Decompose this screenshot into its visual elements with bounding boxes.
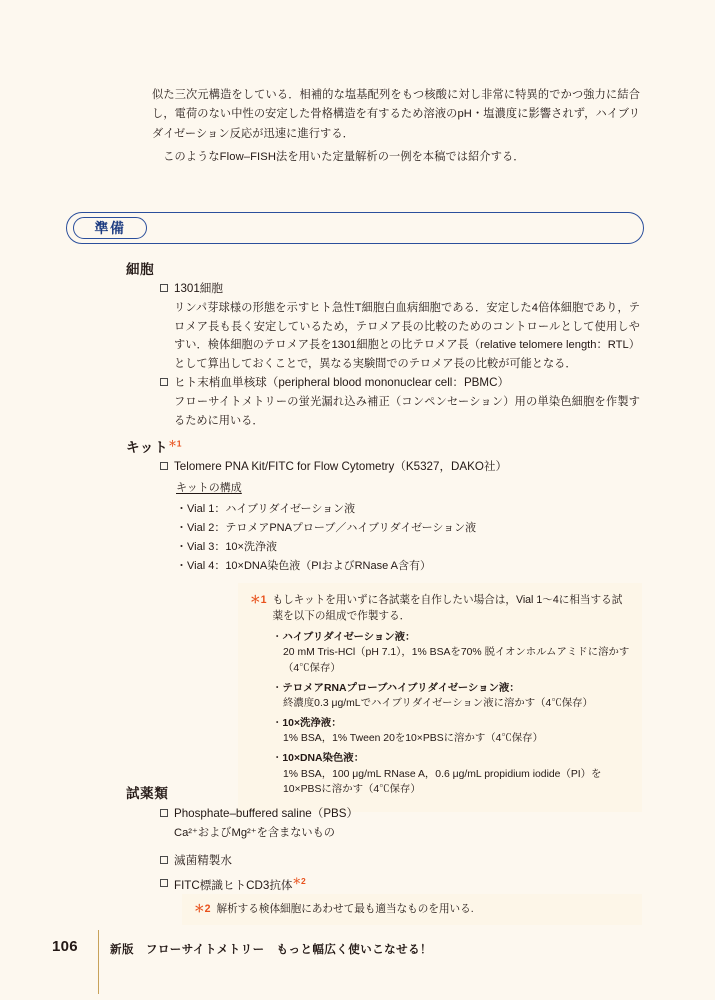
footnote-box-2 (182, 894, 642, 925)
item-label-text: FITC標識ヒトCD3抗体 (174, 878, 293, 892)
heading-reagents-label: 試薬類 (126, 786, 169, 801)
footnote-entry (272, 716, 630, 747)
checkbox-icon[interactable] (160, 284, 168, 292)
heading-reagents (126, 782, 169, 802)
section-banner-pill (73, 217, 147, 239)
footer-book-title: 新版 フローサイトメトリー もっと幅広く使いこなせる！ (110, 944, 432, 956)
heading-kit (126, 436, 182, 456)
footnote-entry-desc: 終濃度0.3 μg/mLでハイブリダイゼーション液に溶かす（4℃保存） (283, 698, 593, 710)
reagent-item-cd3 (160, 875, 640, 896)
intro-paragraph-2: このようなFlow–FISH法を用いた定量解析の一例を本稿では紹介する． (163, 150, 525, 163)
section-banner (66, 212, 644, 244)
checkbox-row[interactable] (160, 805, 640, 824)
reagent-item-pbs (160, 805, 640, 843)
checkbox-row[interactable] (160, 458, 640, 477)
footnote-entry (272, 751, 630, 798)
checkbox-row[interactable] (160, 280, 640, 299)
item-body: リンパ芽球様の形態を示すヒト急性T細胞白血病細胞である．安定した4倍体細胞であり，テロメア長も長く安定しているため，テロメア長の比較のためのコントロールとして使用しやすい．検体細胞のテロメア長を1301細胞との比テロメア長（relative telomere length：RTL）として算出しておくことで，異なる実験間でのテロメア長の比較が可能となる． (174, 301, 640, 371)
checkbox-icon[interactable] (160, 879, 168, 887)
heading-kit-footnote-mark: ＊1 (168, 438, 182, 449)
intro-paragraphs (152, 86, 640, 167)
footnote-entry-list (272, 630, 630, 798)
heading-kit-label: キット (126, 440, 169, 455)
vial-item: ・ Vial 1：ハイブリダイゼーション液 (176, 500, 640, 519)
reagent-item-water (160, 852, 640, 871)
footnote-entry-desc: 20 mM Tris-HCl（pH 7.1），1% BSAを70% 脱イオンホルムアミドに溶かす（4℃保存） (283, 647, 630, 675)
footnote-header (250, 592, 630, 625)
item-label (174, 875, 306, 896)
checkbox-row[interactable] (160, 852, 640, 871)
item-label: 1301細胞 (174, 282, 223, 295)
checkbox-icon[interactable] (160, 856, 168, 864)
footnote-text: もしキットを用いずに各試薬を自作したい場合は，Vial 1～4に相当する試薬を以下の組成で作製する． (272, 594, 623, 623)
item-body: Ca²⁺およびMg²⁺を含まないもの (174, 826, 335, 839)
checkbox-row[interactable] (160, 875, 640, 896)
page-number: 106 (52, 938, 78, 955)
cells-item-1301 (160, 280, 640, 374)
checkbox-row[interactable] (160, 374, 640, 393)
item-body: フローサイトメトリーの蛍光漏れ込み補正（コンペンセーション）用の単染色細胞を作製するために用いる． (174, 395, 640, 427)
kit-sub-label: キットの構成 (176, 481, 242, 494)
vial-item: ・ Vial 2：テロメアPNAプローブ／ハイブリダイゼーション液 (176, 519, 640, 538)
vial-item: ・ Vial 4：10×DNA染色液（PIおよびRNase A含有） (176, 557, 640, 576)
footnote-text: 解析する検体細胞にあわせて最も適当なものを用いる. (216, 903, 474, 915)
footnote-box-1 (238, 583, 642, 812)
footnote-entry-desc: 1% BSA，100 μg/mL RNase A，0.6 μg/mL propidium iodide（PI）を10×PBSに溶かす（4℃保存） (283, 768, 602, 796)
cells-item-pbmc (160, 374, 640, 430)
footnote-entry-desc: 1% BSA，1% Tween 20を10×PBSに溶かす（4℃保存） (283, 733, 543, 745)
kit-item (160, 458, 640, 577)
kit-vial-list (176, 500, 640, 577)
footnote-entry-title: ・ テロメアRNAプローブハイブリダイゼーション液： (272, 681, 630, 697)
footnote-mark: ＊2 (194, 903, 211, 915)
footnote-mark: ＊1 (250, 594, 267, 606)
item-label: Phosphate–buffered saline（PBS） (174, 807, 359, 820)
item-footnote-mark: ＊2 (292, 876, 306, 886)
section-banner-label: 準備 (94, 220, 126, 236)
footnote-entry-title: ・ ハイブリダイゼーション液： (272, 630, 630, 646)
heading-cells (126, 258, 154, 278)
footnote-entry-title: ・ 10×DNA染色液： (272, 751, 630, 767)
footnote-entry (272, 681, 630, 712)
item-label: 滅菌精製水 (174, 854, 232, 867)
intro-paragraph-1: 似た三次元構造をしている．相補的な塩基配列をもつ核酸に対し非常に特異的でかつ強力に結合し，電荷のない中性の安定した骨格構造を有するため溶液のpH・塩濃度に影響されず，ハイブリダイゼーション反応が迅速に進行する． (152, 89, 640, 140)
checkbox-icon[interactable] (160, 809, 168, 817)
footnote-entry (272, 630, 630, 677)
checkbox-icon[interactable] (160, 462, 168, 470)
heading-cells-label: 細胞 (126, 262, 155, 277)
footer-divider (98, 930, 99, 994)
footnote-entry-title: ・ 10×洗浄液： (272, 716, 630, 732)
footnote-header (194, 901, 630, 917)
vial-item: ・ Vial 3：10×洗浄液 (176, 538, 640, 557)
item-label: ヒト末梢血単核球（peripheral blood mononuclear cell：PBMC） (174, 376, 510, 389)
checkbox-icon[interactable] (160, 378, 168, 386)
item-label: Telomere PNA Kit/FITC for Flow Cytometry（K5327，DAKO社） (174, 460, 508, 473)
